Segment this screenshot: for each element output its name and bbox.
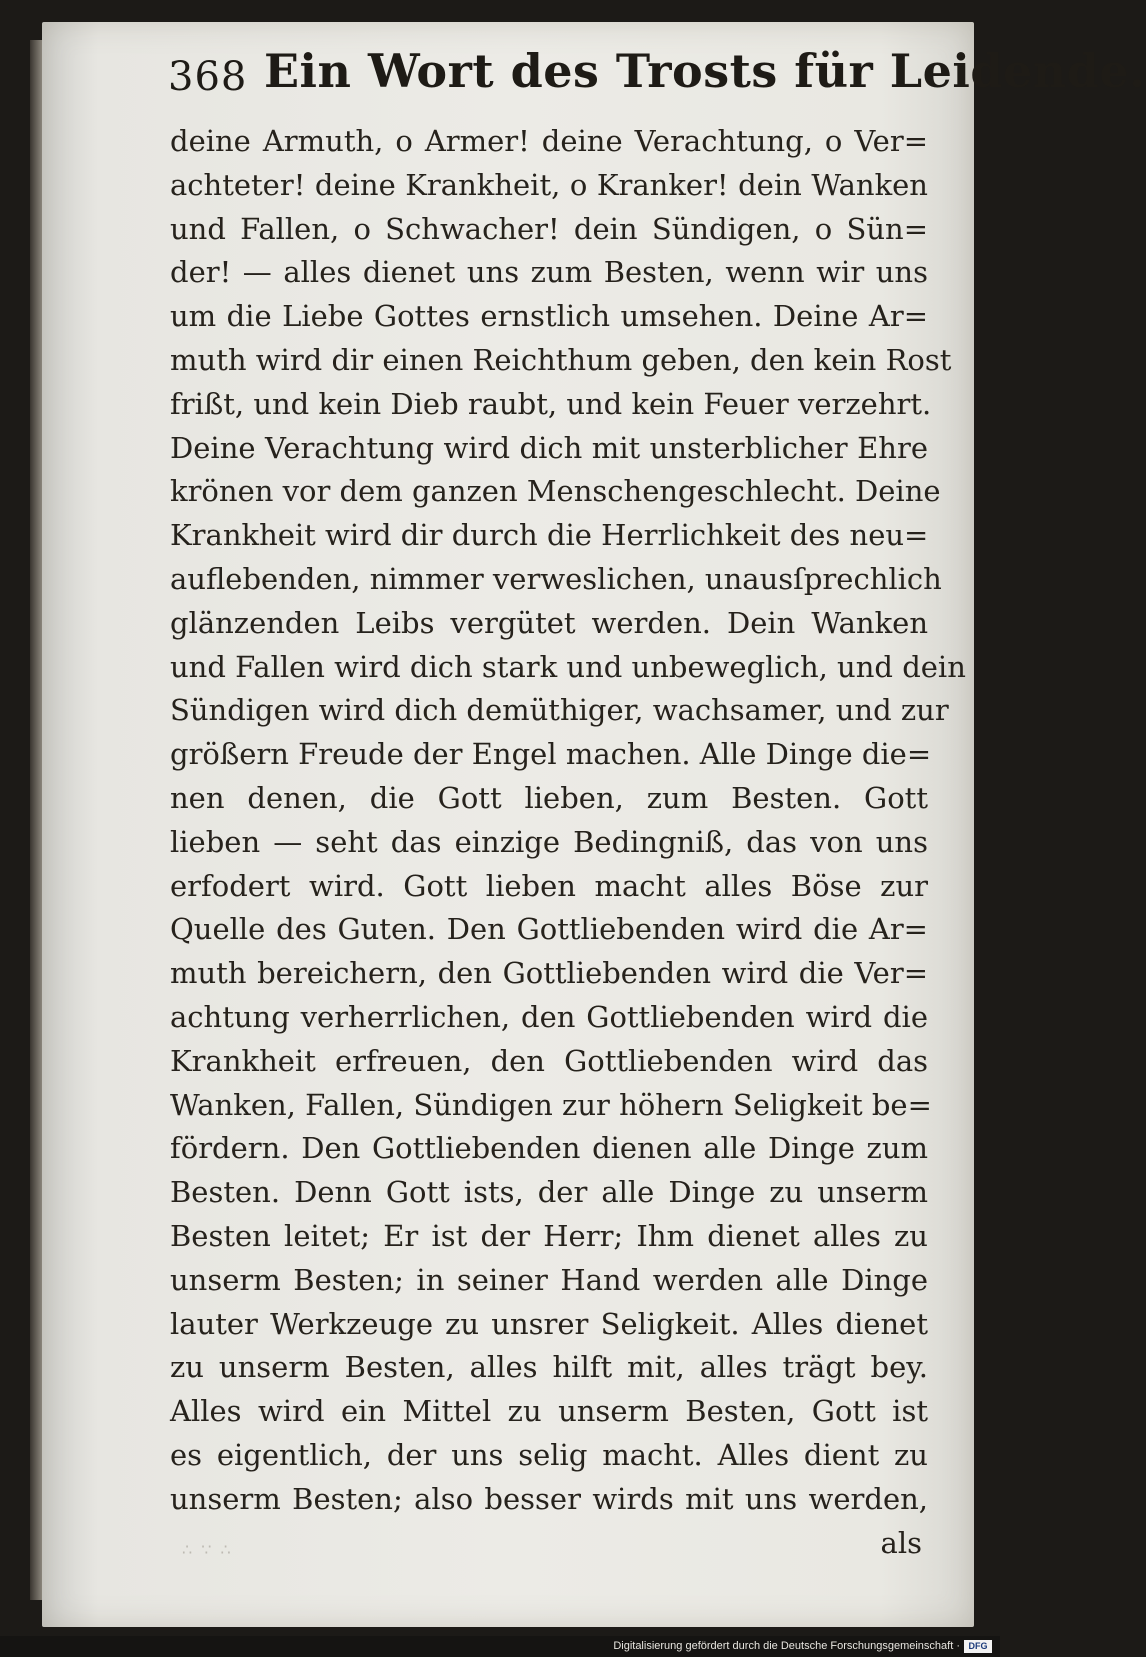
text-line: um die Liebe Gottes ernstlich umsehen. Deine Ar= — [170, 299, 928, 334]
text-line: glänzenden Leibs vergütet werden. Dein Wanken — [170, 605, 928, 640]
text-line: Wanken, Fallen, Sündigen zur höhern Seligkeit be= — [170, 1087, 932, 1122]
text-line: Krankheit erfreuen, den Gottliebenden wird das — [170, 1043, 928, 1078]
text-line: deine Armuth, o Armer! deine Verachtung, o Ver= — [170, 124, 928, 158]
text-line: lauter Werkzeuge zu unsrer Seligkeit. Alles dienet — [170, 1306, 928, 1341]
running-title: Ein Wort des Trosts für Leidende. — [264, 44, 1146, 98]
text-line: unserm Besten; also besser wirds mit uns werden, — [170, 1481, 928, 1516]
text-line: größern Freude der Engel machen. Alle Dinge die= — [170, 737, 932, 772]
digitization-credit: Digitalisierung gefördert durch die Deutsche Forschungsgemeinschaft · — [613, 1640, 960, 1652]
text-line: und Fallen, o Schwacher! dein Sündigen, o Sün= — [170, 211, 928, 246]
text-line: lieben — seht das einzige Bedingniß, das von uns — [170, 824, 928, 859]
text-line: Besten leitet; Er ist der Herr; Ihm dienet alles zu — [170, 1218, 928, 1253]
text-line: zu unserm Besten, alles hilft mit, alles trägt bey. — [170, 1350, 928, 1385]
text-line: unserm Besten; in seiner Hand werden alle Dinge — [170, 1262, 928, 1297]
book-spine-edge — [30, 40, 42, 1600]
text-line: muth bereichern, den Gottliebenden wird die Ver= — [170, 956, 928, 991]
faint-library-mark: ∴ ∵ ∴ — [182, 1540, 233, 1559]
text-line: der! — alles dienet uns zum Besten, wenn wir uns — [170, 255, 928, 290]
page-header — [168, 40, 1146, 110]
text-line: achtung verherrlichen, den Gottliebenden wird die — [170, 999, 928, 1034]
text-line: auflebenden, nimmer verweslichen, unausſprechlich — [170, 561, 942, 596]
text-line: fördern. Den Gottliebenden dienen alle Dinge zum — [170, 1131, 928, 1166]
text-line: Alles wird ein Mittel zu unserm Besten, Gott ist — [170, 1394, 928, 1429]
text-line: als — [880, 1525, 922, 1560]
body-text — [170, 120, 966, 1565]
text-line: muth wird dir einen Reichthum geben, den kein Rost — [170, 342, 952, 377]
dfg-logo: DFG — [964, 1640, 992, 1653]
text-line: Deine Verachtung wird dich mit unsterblicher Ehre — [170, 430, 928, 465]
text-line: Besten. Denn Gott ists, der alle Dinge zu unserm — [170, 1175, 928, 1210]
text-line: krönen vor dem ganzen Menschengeschlecht. Deine — [170, 474, 941, 509]
text-line: Quelle des Guten. Den Gottliebenden wird die Ar= — [170, 912, 928, 947]
text-line: Krankheit wird dir durch die Herrlichkeit des neu= — [170, 518, 929, 553]
text-line: erfodert wird. Gott lieben macht alles Böse zur — [170, 868, 928, 903]
text-line: und Fallen wird dich stark und unbeweglich, und dein — [170, 649, 966, 684]
text-line: achteter! deine Krankheit, o Kranker! dein Wanken — [170, 167, 928, 202]
text-line: frißt, und kein Dieb raubt, und kein Feuer verzehrt. — [170, 386, 932, 421]
text-line: nen denen, die Gott lieben, zum Besten. Gott — [170, 780, 928, 815]
text-line: Sündigen wird dich demüthiger, wachsamer, und zur — [170, 693, 949, 728]
text-line: es eigentlich, der uns selig macht. Alles dient zu — [170, 1437, 928, 1472]
page-number: 368 — [168, 54, 248, 100]
